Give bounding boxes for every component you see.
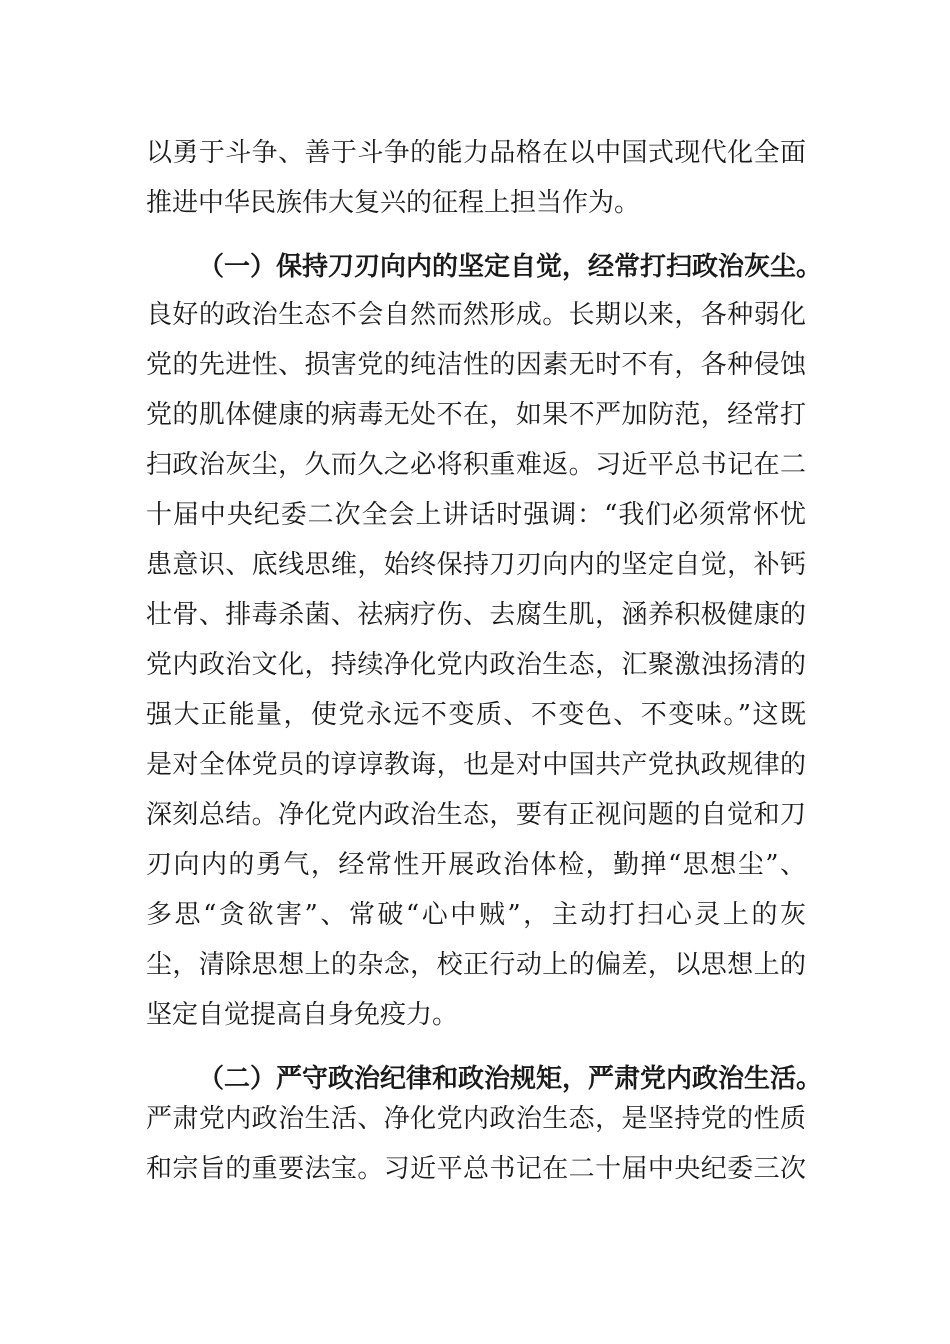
paragraph-line: 良好的政治生态不会自然而然形成。长期以来，各种弱化 <box>146 300 806 330</box>
paragraph-line: 扫政治灰尘，久而久之必将积重难返。习近平总书记在二 <box>146 450 806 480</box>
paragraph-line: 强大正能量，使党永远不变质、不变色、不变味。”这既 <box>146 700 806 730</box>
paragraph-line: 坚定自觉提高自身免疫力。 <box>146 1000 459 1030</box>
paragraph-line: 患意识、底线思维，始终保持刀刃向内的坚定自觉，补钙 <box>146 550 806 580</box>
paragraph-line: 推进中华民族伟大复兴的征程上担当作为。 <box>146 188 641 218</box>
paragraph-line: 党的肌体健康的病毒无处不在，如果不严加防范，经常打 <box>146 400 806 430</box>
paragraph-line: 十届中央纪委二次全会上讲话时强调：“我们必须常怀忧 <box>146 500 806 530</box>
section-heading: （一）保持刀刃向内的坚定自觉，经常打扫政治灰尘。 <box>198 252 823 282</box>
section-heading: （二）严守政治纪律和政治规矩，严肃党内政治生活。 <box>198 1064 823 1094</box>
paragraph-line: 壮骨、排毒杀菌、祛病疗伤、去腐生肌，涵养积极健康的 <box>146 600 806 630</box>
paragraph-line: 和宗旨的重要法宝。习近平总书记在二十届中央纪委三次 <box>146 1154 806 1184</box>
paragraph-line: 深刻总结。净化党内政治生态，要有正视问题的自觉和刀 <box>146 800 806 830</box>
paragraph-line: 以勇于斗争、善于斗争的能力品格在以中国式现代化全面 <box>146 138 806 168</box>
paragraph-line: 党内政治文化，持续净化党内政治生态，汇聚激浊扬清的 <box>146 650 806 680</box>
paragraph-line: 严肃党内政治生活、净化党内政治生态，是坚持党的性质 <box>146 1104 806 1134</box>
paragraph-line: 是对全体党员的谆谆教诲，也是对中国共产党执政规律的 <box>146 750 806 780</box>
paragraph-line: 多思“贪欲害”、常破“心中贼”，主动打扫心灵上的灰 <box>146 900 806 930</box>
paragraph-line: 刃向内的勇气，经常性开展政治体检，勤掸“思想尘”、 <box>146 850 806 880</box>
paragraph-line: 尘，清除思想上的杂念，校正行动上的偏差，以思想上的 <box>146 950 806 980</box>
paragraph-line: 党的先进性、损害党的纯洁性的因素无时不有，各种侵蚀 <box>146 350 806 380</box>
